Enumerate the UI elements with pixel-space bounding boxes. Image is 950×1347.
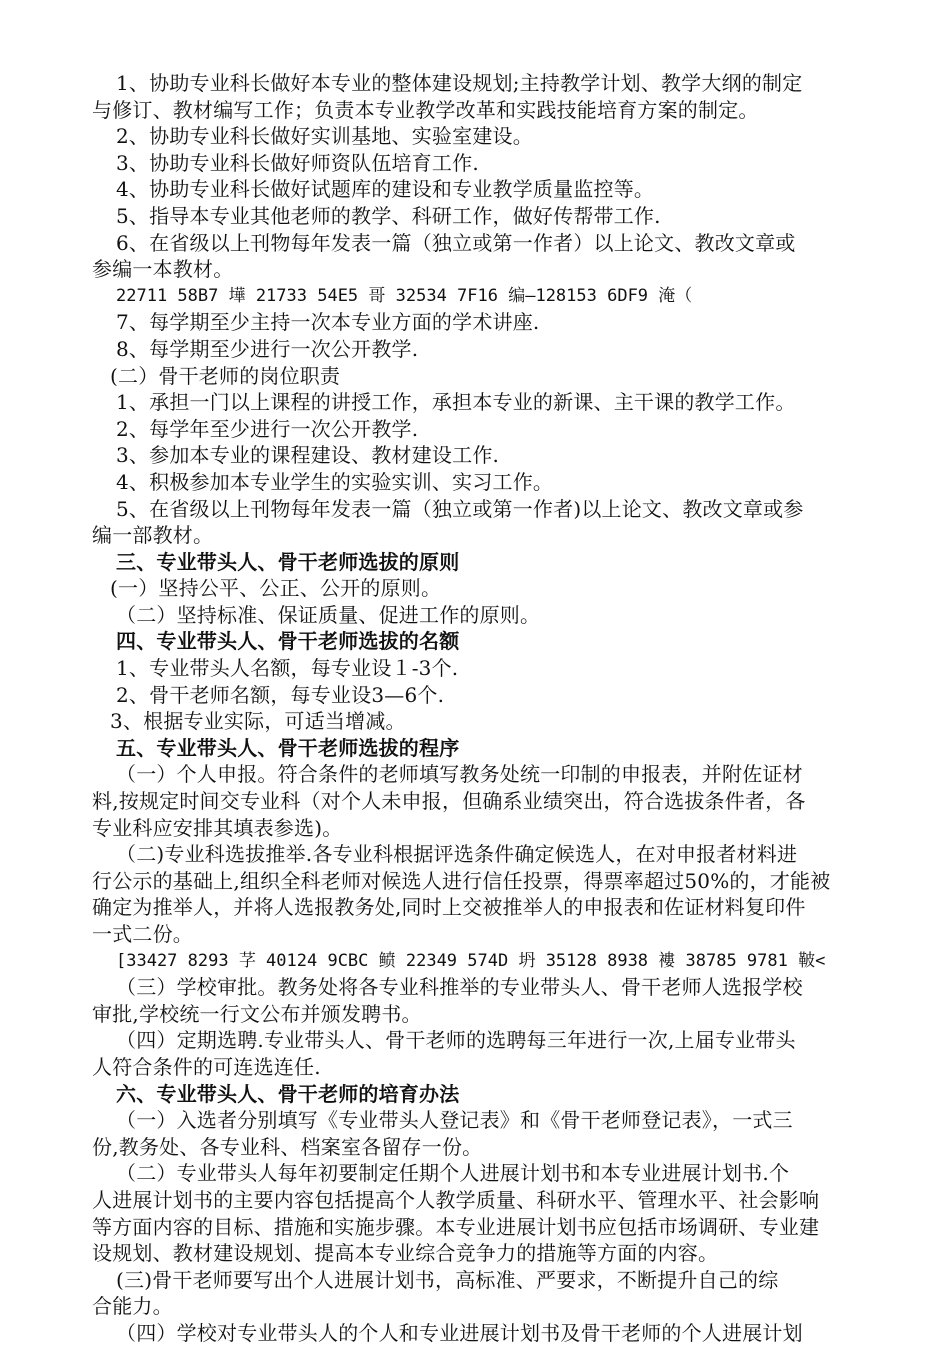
document-body [92,70,872,1347]
text-line: （四）学校对专业带头人的个人和专业进展计划书及骨干老师的个人进展计划 [116,1320,803,1345]
text-line: 专业科应安排其填表参选)。 [92,815,343,840]
text-line: 等方面内容的目标、措施和实施步骤。本专业进展计划书应包括市场调研、专业建 [92,1214,820,1239]
text-line: 1、协助专业科长做好本专业的整体建设规划;主持教学计划、教学大纲的制定 [116,71,803,95]
text-line: （二）坚持标准、保证质量、促进工作的原则。 [116,602,541,627]
text-line: 参编一本教材。 [92,257,234,282]
text-line: （四）定期选聘.专业带头人、骨干老师的选聘每三年进行一次,上届专业带头 [116,1028,796,1053]
text-line: 1、专业带头人名额，每专业设１-3个. [116,656,459,681]
section-heading: 四、专业带头人、骨干老师选拔的名额 [116,629,460,654]
text-line: （一）入选者分别填写《专业带头人登记表》和《骨干老师登记表》，一式三 [116,1108,793,1133]
garbled-code-line: 22711 58B7 墷 21733 54E5 哥 32534 7F16 编—128153 6DF9 淹（ [116,285,693,306]
section-heading: 五、专业带头人、骨干老师选拔的程序 [116,735,460,760]
text-line: 2、协助专业科长做好实训基地、实验室建设。 [116,124,533,149]
text-line: 8、每学期至少进行一次公开教学. [116,336,419,361]
text-line: 3、根据专业实际，可适当增减。 [110,709,406,734]
garbled-code-line: [33427 8293 芓 40124 9CBC 鲼 22349 574D 坍 35128 8938 褸 38785 9781 鞁< [116,950,826,971]
text-line: 行公示的基础上,组织全科老师对候选人进行信任投票，得票率超过50%的，才能被 [92,868,831,893]
text-line: 料,按规定时间交专业科（对个人未申报，但确系业绩突出，符合选拔条件者，各 [92,789,806,814]
text-line: （一）个人申报。符合条件的老师填写教务处统一印制的申报表，并附佐证材 [116,762,803,787]
text-line: （三）学校审批。教务处将各专业科推举的专业带头人、骨干老师人选报学校 [116,975,803,1000]
section-heading: 六、专业带头人、骨干老师的培育办法 [116,1081,460,1106]
text-line: (一）坚持公平、公正、公开的原则。 [110,576,442,601]
text-line: 1、承担一门以上课程的讲授工作，承担本专业的新课、主干课的教学工作。 [116,390,796,415]
text-line: 3、协助专业科长做好师资队伍培育工作. [116,150,479,175]
text-line: 2、每学年至少进行一次公开教学. [116,416,419,441]
text-line: 5、指导本专业其他老师的教学、科研工作，做好传帮带工作. [116,203,661,228]
text-line: 人进展计划书的主要内容包括提高个人教学质量、科研水平、管理水平、社会影响 [92,1187,820,1212]
text-line: 7、每学期至少主持一次本专业方面的学术讲座. [116,310,540,335]
text-line: 5、在省级以上刊物每年发表一篇（独立或第一作者)以上论文、教改文章或参 [116,496,804,521]
text-line: 一式二份。 [92,922,193,946]
text-line: 4、协助专业科长做好试题库的建设和专业教学质量监控等。 [116,177,655,202]
text-line: 4、积极参加本专业学生的实验实训、实习工作。 [116,469,554,494]
text-line: 3、参加本专业的课程建设、教材建设工作. [116,443,500,468]
text-line: 与修订、教材编写工作；负责本专业教学改革和实践技能培育方案的制定。 [92,97,759,122]
text-line: 设规划、教材建设规划、提高本专业综合竞争力的措施等方面的内容。 [92,1241,719,1266]
text-line: 审批,学校统一行文公布并颁发聘书。 [92,1001,422,1026]
text-line: 确定为推举人，并将人选报教务处,同时上交被推举人的申报表和佐证材料复印件 [92,895,806,920]
text-line: 份,教务处、各专业科、档案室各留存一份。 [92,1134,483,1159]
text-line: (三)骨干老师要写出个人进展计划书，高标准、严要求，不断提升自己的综 [116,1267,779,1292]
text-line: （二）专业带头人每年初要制定任期个人进展计划书和本专业进展计划书.个 [116,1161,790,1186]
text-line: (二）骨干老师的岗位职责 [110,363,341,388]
text-line: 6、在省级以上刊物每年发表一篇（独立或第一作者）以上论文、教改文章或 [116,230,796,255]
text-line: （二)专业科选拔推举.各专业科根据评选条件确定候选人，在对申报者材料进 [116,842,798,867]
text-line: 合能力。 [92,1294,173,1319]
text-line: 人符合条件的可连选连任. [92,1054,321,1079]
text-line: 编一部教材。 [92,523,214,548]
section-heading: 三、专业带头人、骨干老师选拔的原则 [116,549,460,574]
text-line: 2、骨干老师名额，每专业设3—6个. [116,682,445,707]
